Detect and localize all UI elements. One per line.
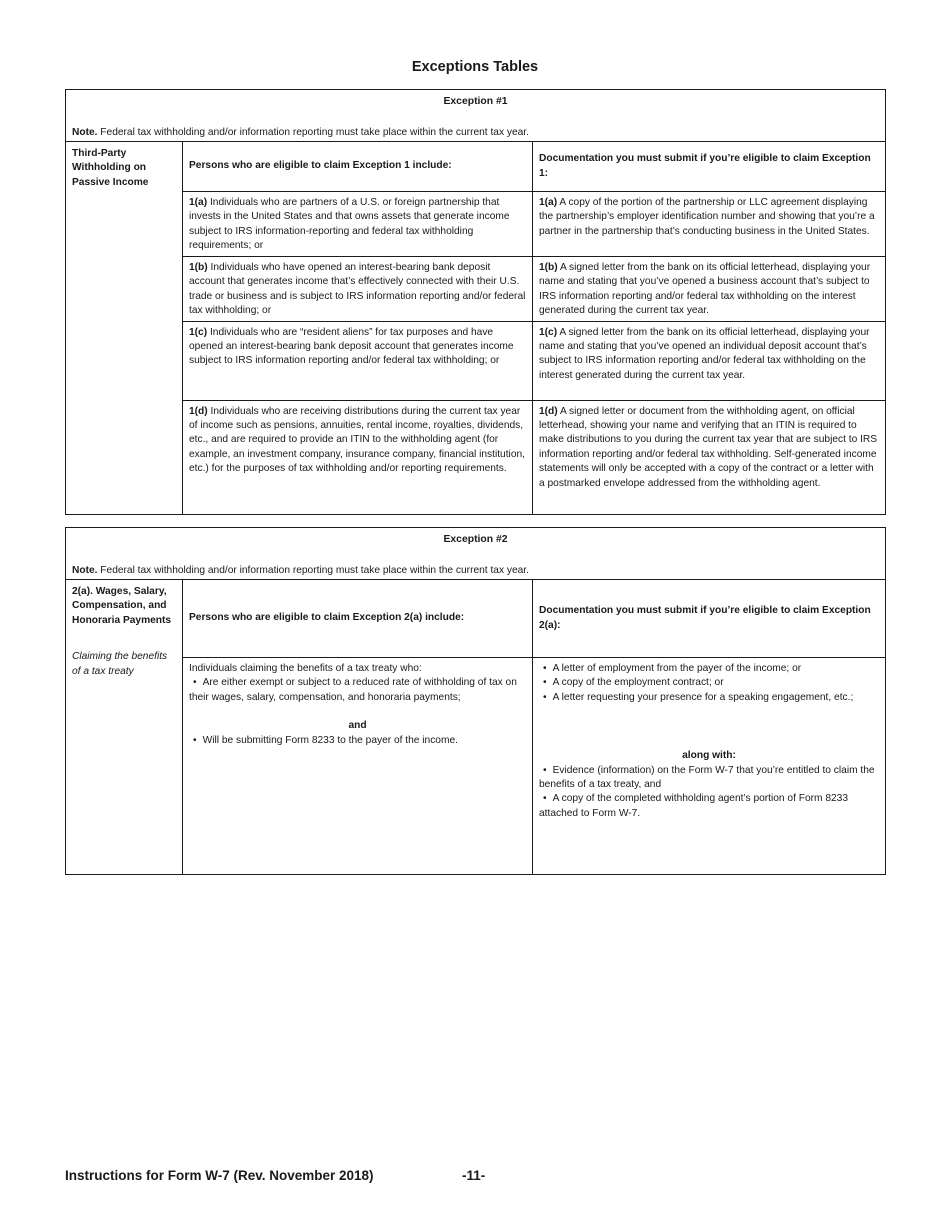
bullet-icon: • <box>193 734 197 746</box>
list-item: • Will be submitting Form 8233 to the payer of the income. <box>193 734 458 746</box>
exception-2-table <box>65 527 886 875</box>
bullet-icon: • <box>543 764 547 776</box>
bullet-icon: • <box>543 691 547 703</box>
item-code: 1(b) <box>539 262 558 273</box>
persons-cell-1d <box>183 400 533 514</box>
documentation-cell-1b <box>533 257 886 322</box>
item-code: 1(a) <box>539 197 558 208</box>
bullet-icon: • <box>543 663 547 674</box>
list-item: • A letter of employment from the payer of the income; or <box>543 663 802 674</box>
documentation-cell-1d <box>533 400 886 514</box>
persons-column-header: Persons who are eligible to claim Exception 2(a) include: <box>183 580 533 658</box>
documentation-cell-1c <box>533 321 886 400</box>
item-code: 1(c) <box>539 326 558 338</box>
page-title: Exceptions Tables <box>411 59 539 75</box>
persons-cell-1a <box>183 192 533 257</box>
bullet-icon: • <box>543 677 547 689</box>
along-with-joiner: along with: <box>682 750 736 762</box>
item-code: 1(c) <box>189 326 208 338</box>
exception-1-category <box>66 142 183 515</box>
persons-column-header: Persons who are eligible to claim Exception 1 include: <box>183 142 533 192</box>
persons-cell-1c <box>183 321 533 400</box>
documentation-cell-1a <box>533 192 886 257</box>
item-text: A signed letter from the bank on its official letterhead, displaying your name and stating that you’ve opened a business account that’s subject to IRS information reporting and/or federal tax withholding on the interest generated during the current tax year. <box>539 262 871 317</box>
documentation-column-header: Documentation you must submit if you’re eligible to claim Exception 1: <box>533 142 886 192</box>
note-text: Federal tax withholding and/or information reporting must take place within the current tax year. <box>97 564 529 576</box>
item-code: 1(a) <box>189 197 208 208</box>
exception-2-title: Exception #2 <box>443 534 508 545</box>
item-text: Individuals who are partners of a U.S. or foreign partnership that invests in the United States and that owns assets that generate income subject to IRS information-reporting and federal tax withholding requirements; or <box>189 197 510 252</box>
exception-1-note <box>72 126 879 140</box>
exception-1-header <box>66 90 886 142</box>
exception-1-title: Exception #1 <box>443 96 508 107</box>
list-item: • A copy of the employment contract; or <box>543 677 724 689</box>
documentation-bullet-list <box>539 662 879 705</box>
persons-cell-1b <box>183 257 533 322</box>
item-code: 1(d) <box>539 405 558 417</box>
item-text: A signed letter from the bank on its official letterhead, displaying your name and stating that you’ve opened an individual deposit account that’s subject to IRS information reporting and/or federal tax withholding on the interest generated during the current tax year. <box>539 326 870 381</box>
exception-1-table <box>65 89 886 515</box>
footer-form-title: Instructions for Form W-7 (Rev. November 2018) <box>65 1168 374 1183</box>
item-text: Individuals who are receiving distributions during the current tax year of income such as pensions, annuities, rental income, royalties, dividends, etc., and are required to provide an ITIN to the withholding agent (for example, an investment company, insurance company, financial institution, etc.) for the purposes of tax withholding and/or reporting requirements. <box>189 405 525 475</box>
persons-intro: Individuals claiming the benefits of a tax treaty who: <box>189 663 422 674</box>
list-item: • Evidence (information) on the Form W-7 that you’re entitled to claim the benefits of a tax treaty, and <box>539 764 875 791</box>
exception-2-category-subtitle: Claiming the benefits of a tax treaty <box>72 651 168 677</box>
item-text: A signed letter or document from the withholding agent, on official letterhead, showing your name and verifying that an ITIN is required to make distributions to you during the current tax year that are subject to IRS information reporting and/or federal tax withholding. Self-generated income statements will only be accepted with a copy of the contract or a letter with a postmarked envelope addressed from the withholding agent. <box>539 405 878 489</box>
bullet-icon: • <box>193 677 197 689</box>
and-joiner: and <box>348 720 367 732</box>
item-text: A copy of the portion of the partnership or LLC agreement displaying the partnership’s employer identification number and showing that you’re a partner in the partnership that’s conducting business in the United States. <box>539 197 875 237</box>
item-code: 1(b) <box>189 262 208 273</box>
note-label: Note. <box>72 564 98 576</box>
exception-2-category-title: 2(a). Wages, Salary, Compensation, and Honoraria Payments <box>72 586 172 626</box>
note-text: Federal tax withholding and/or information reporting must take place within the current tax year. <box>97 126 529 138</box>
footer-page-number: -11- <box>462 1168 486 1183</box>
exception-2-header <box>66 528 886 580</box>
list-item: • A letter requesting your presence for a speaking engagement, etc.; <box>543 691 854 703</box>
documentation-bullet-list <box>539 764 879 822</box>
bullet-icon: • <box>543 793 547 805</box>
persons-cell-2a <box>183 658 533 875</box>
item-code: 1(d) <box>189 405 208 417</box>
persons-bullet-list <box>189 734 526 748</box>
list-item: • A copy of the completed withholding agent’s portion of Form 8233 attached to Form W-7. <box>539 793 849 819</box>
exception-2-note <box>72 564 879 578</box>
list-item: • Are either exempt or subject to a reduced rate of withholding of tax on their wages, salary, compensation, and honoraria payments; <box>189 677 517 703</box>
exception-2-category <box>66 580 183 875</box>
item-text: Individuals who have opened an interest-bearing bank deposit account that generates income that’s effectively connected with their U.S. trade or business and is subject to IRS information reporting and/or federal tax withholding; or <box>189 262 526 317</box>
persons-bullet-list <box>189 676 526 705</box>
exception-1-category-title: Third-Party Withholding on Passive Income <box>72 148 149 188</box>
documentation-cell-2a <box>533 658 886 875</box>
item-text: Individuals who are “resident aliens” for tax purposes and have opened an interest-bearing bank deposit account that generates income subject to IRS information reporting and/or federal tax withholding; or <box>189 326 514 367</box>
documentation-column-header: Documentation you must submit if you’re eligible to claim Exception 2(a): <box>533 580 886 658</box>
note-label: Note. <box>72 126 98 138</box>
